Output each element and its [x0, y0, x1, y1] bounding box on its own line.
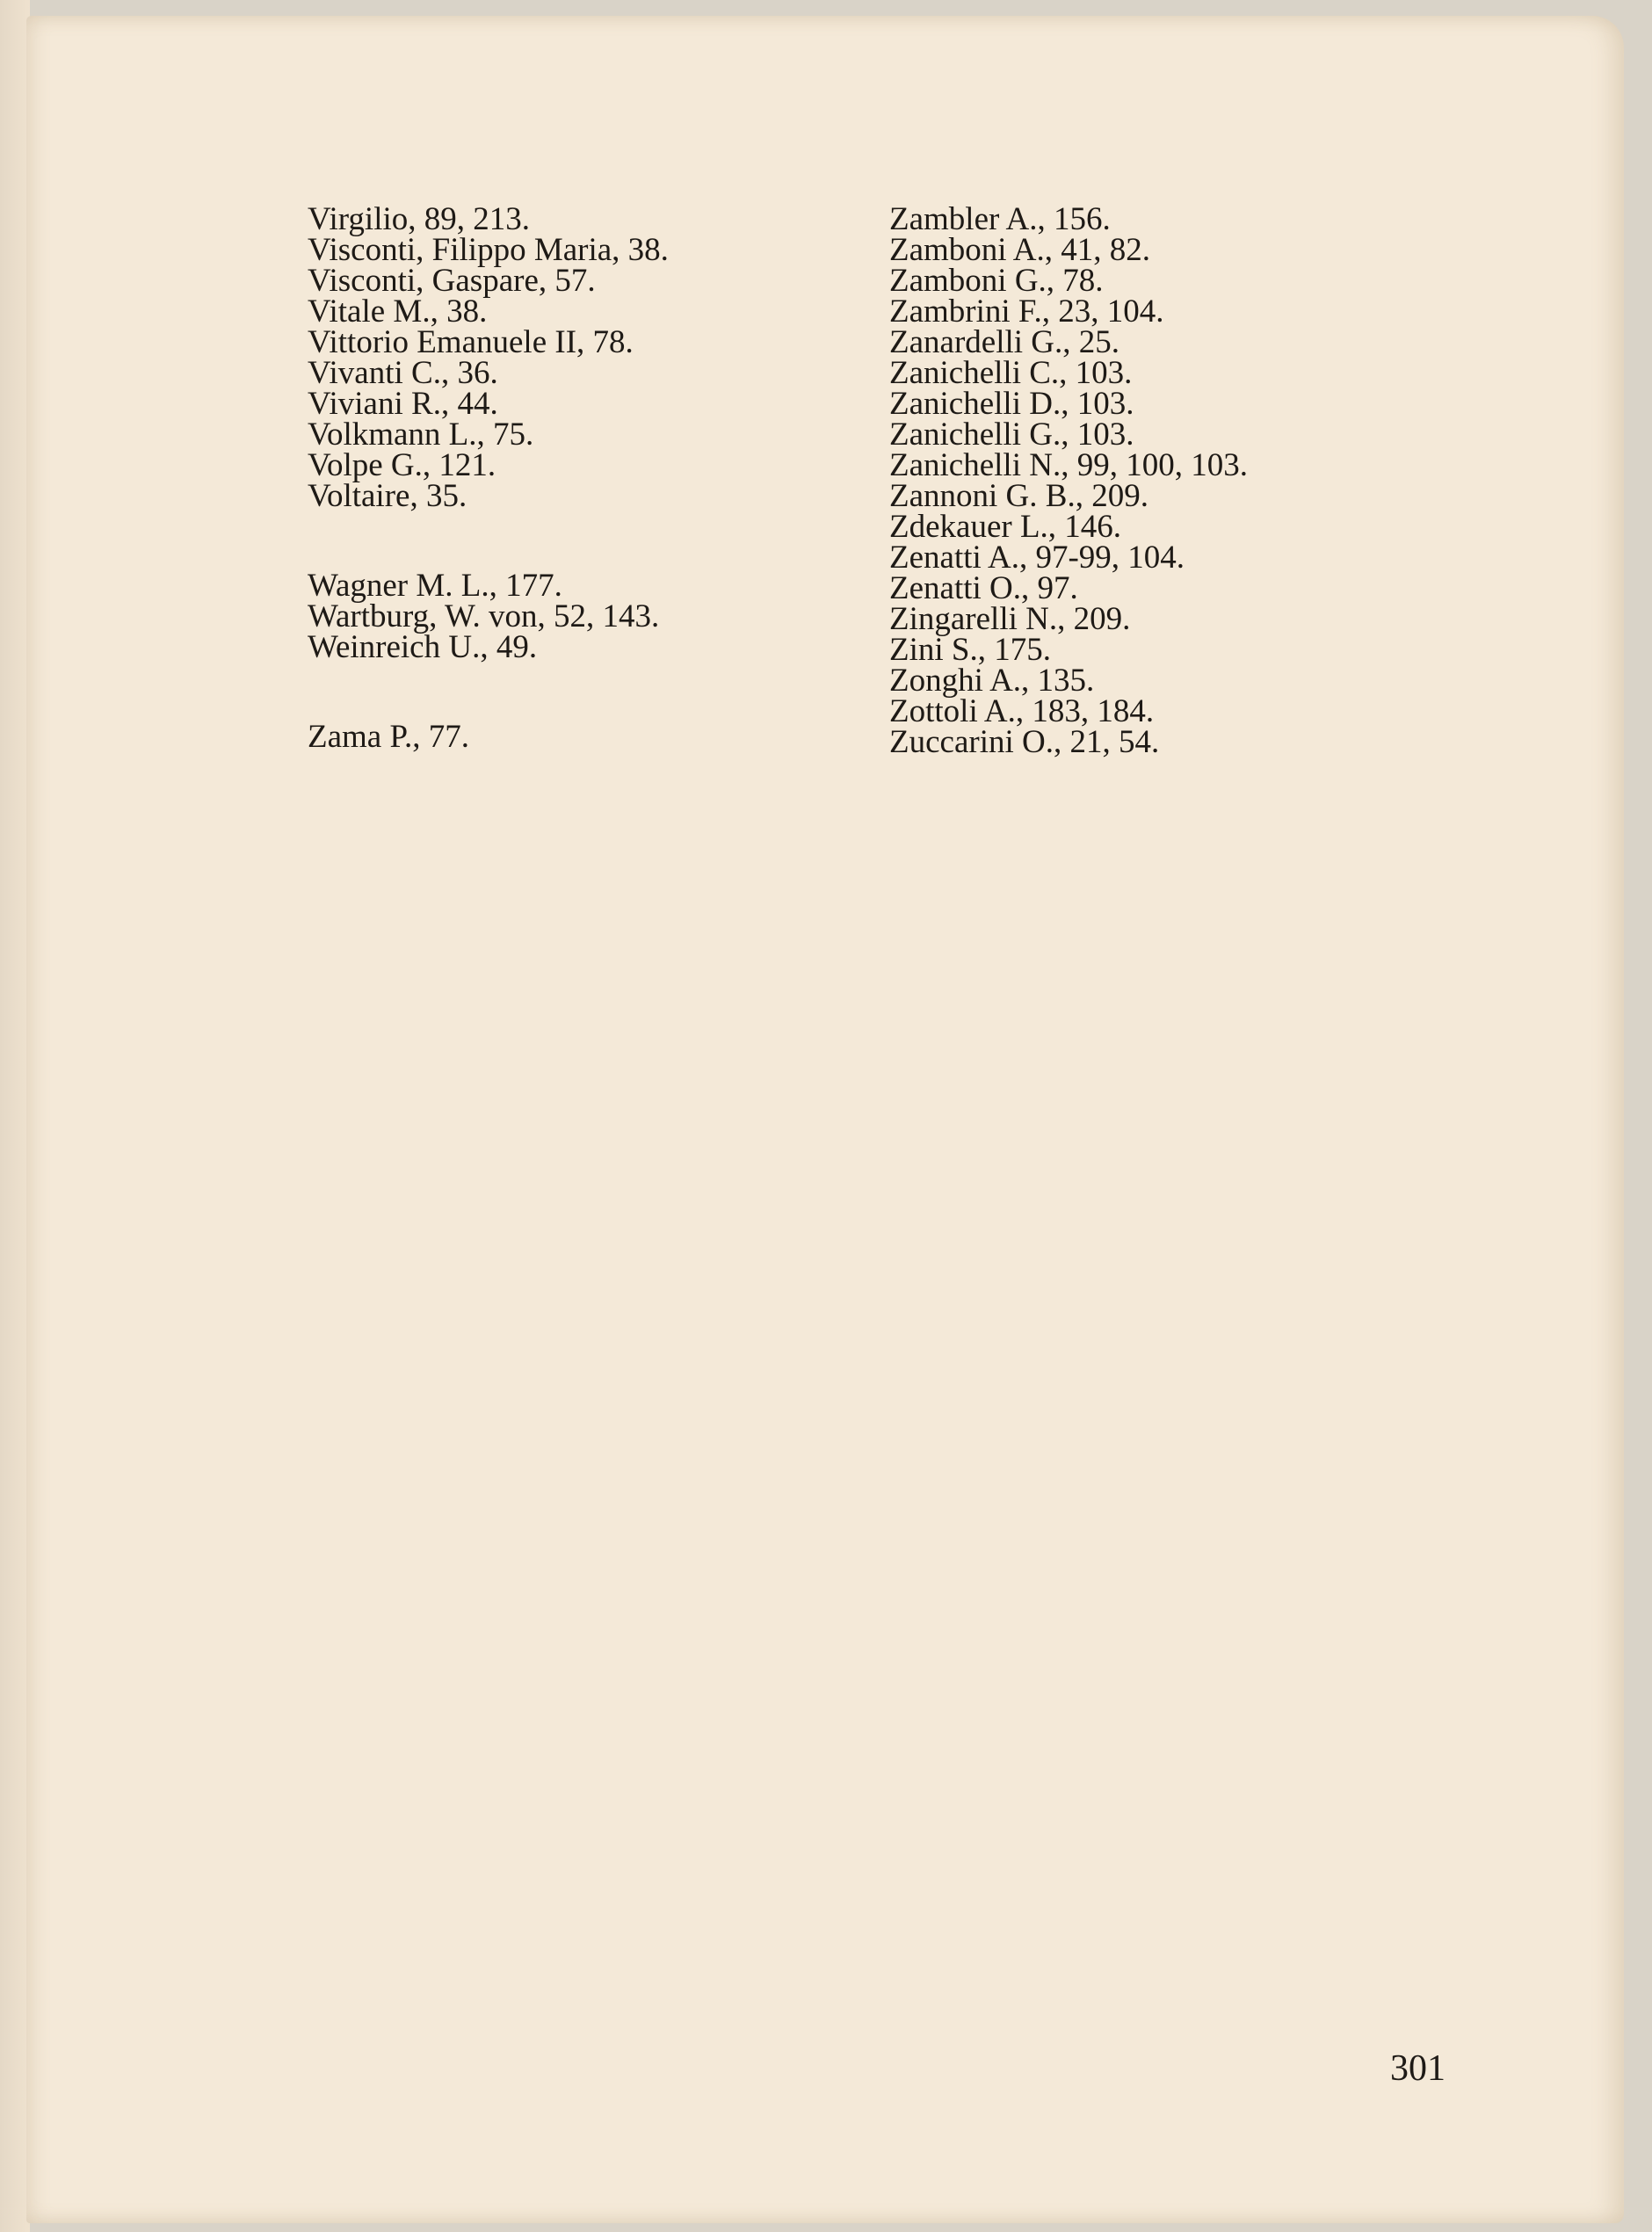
- index-entry: Wartburg, W. von, 52, 143.: [308, 598, 660, 634]
- index-entry: Vitale M., 38.: [308, 293, 488, 330]
- index-entry: Volkmann L., 75.: [308, 417, 534, 453]
- index-entry: Zanardelli G., 25.: [889, 324, 1119, 360]
- index-entry: Wagner M. L., 177.: [308, 568, 562, 604]
- index-entry: Zini S., 175.: [889, 632, 1051, 668]
- index-entry: Visconti, Filippo Maria, 38.: [308, 232, 669, 268]
- index-entry: Zambrini F., 23, 104.: [889, 293, 1164, 330]
- index-column-right: [889, 201, 1248, 760]
- index-entry: Zama P., 77.: [308, 719, 469, 755]
- index-entry: Zannoni G. B., 209.: [889, 478, 1148, 514]
- index-entry: Visconti, Gaspare, 57.: [308, 263, 596, 299]
- index-entry: Volpe G., 121.: [308, 447, 496, 483]
- book-page: [26, 16, 1624, 2223]
- show-through-text: [343, 842, 1459, 1362]
- index-entry: Zuccarini O., 21, 54.: [889, 724, 1160, 760]
- index-entry: Voltaire, 35.: [308, 478, 467, 514]
- index-entry: Zambler A., 156.: [889, 201, 1111, 237]
- index-entry: Weinreich U., 49.: [308, 629, 538, 665]
- index-entry: Zingarelli N., 209.: [889, 601, 1131, 637]
- index-entry: Zanichelli D., 103.: [889, 386, 1134, 422]
- letter-group-gap: [308, 511, 669, 570]
- index-entry: Zamboni G., 78.: [889, 263, 1104, 299]
- index-entry: Zonghi A., 135.: [889, 663, 1095, 699]
- index-entry: Zanichelli G., 103.: [889, 417, 1134, 453]
- letter-group-gap: [308, 663, 669, 721]
- index-entry: Virgilio, 89, 213.: [308, 201, 531, 237]
- index-entry: Vivanti C., 36.: [308, 355, 498, 391]
- index-entry: Zamboni A., 41, 82.: [889, 232, 1151, 268]
- index-entry: Zenatti O., 97.: [889, 570, 1078, 606]
- index-entry: Zanichelli N., 99, 100, 103.: [889, 447, 1248, 483]
- index-column-left: [308, 201, 669, 755]
- index-entry: Vittorio Emanuele II, 78.: [308, 324, 634, 360]
- book-spine: [0, 0, 30, 2232]
- index-entry: Zottoli A., 183, 184.: [889, 693, 1155, 729]
- index-entry: Zanichelli C., 103.: [889, 355, 1133, 391]
- page-number: 301: [1390, 2048, 1446, 2089]
- index-entry: Viviani R., 44.: [308, 386, 498, 422]
- index-entry: Zenatti A., 97-99, 104.: [889, 540, 1185, 576]
- index-entry: Zdekauer L., 146.: [889, 509, 1122, 545]
